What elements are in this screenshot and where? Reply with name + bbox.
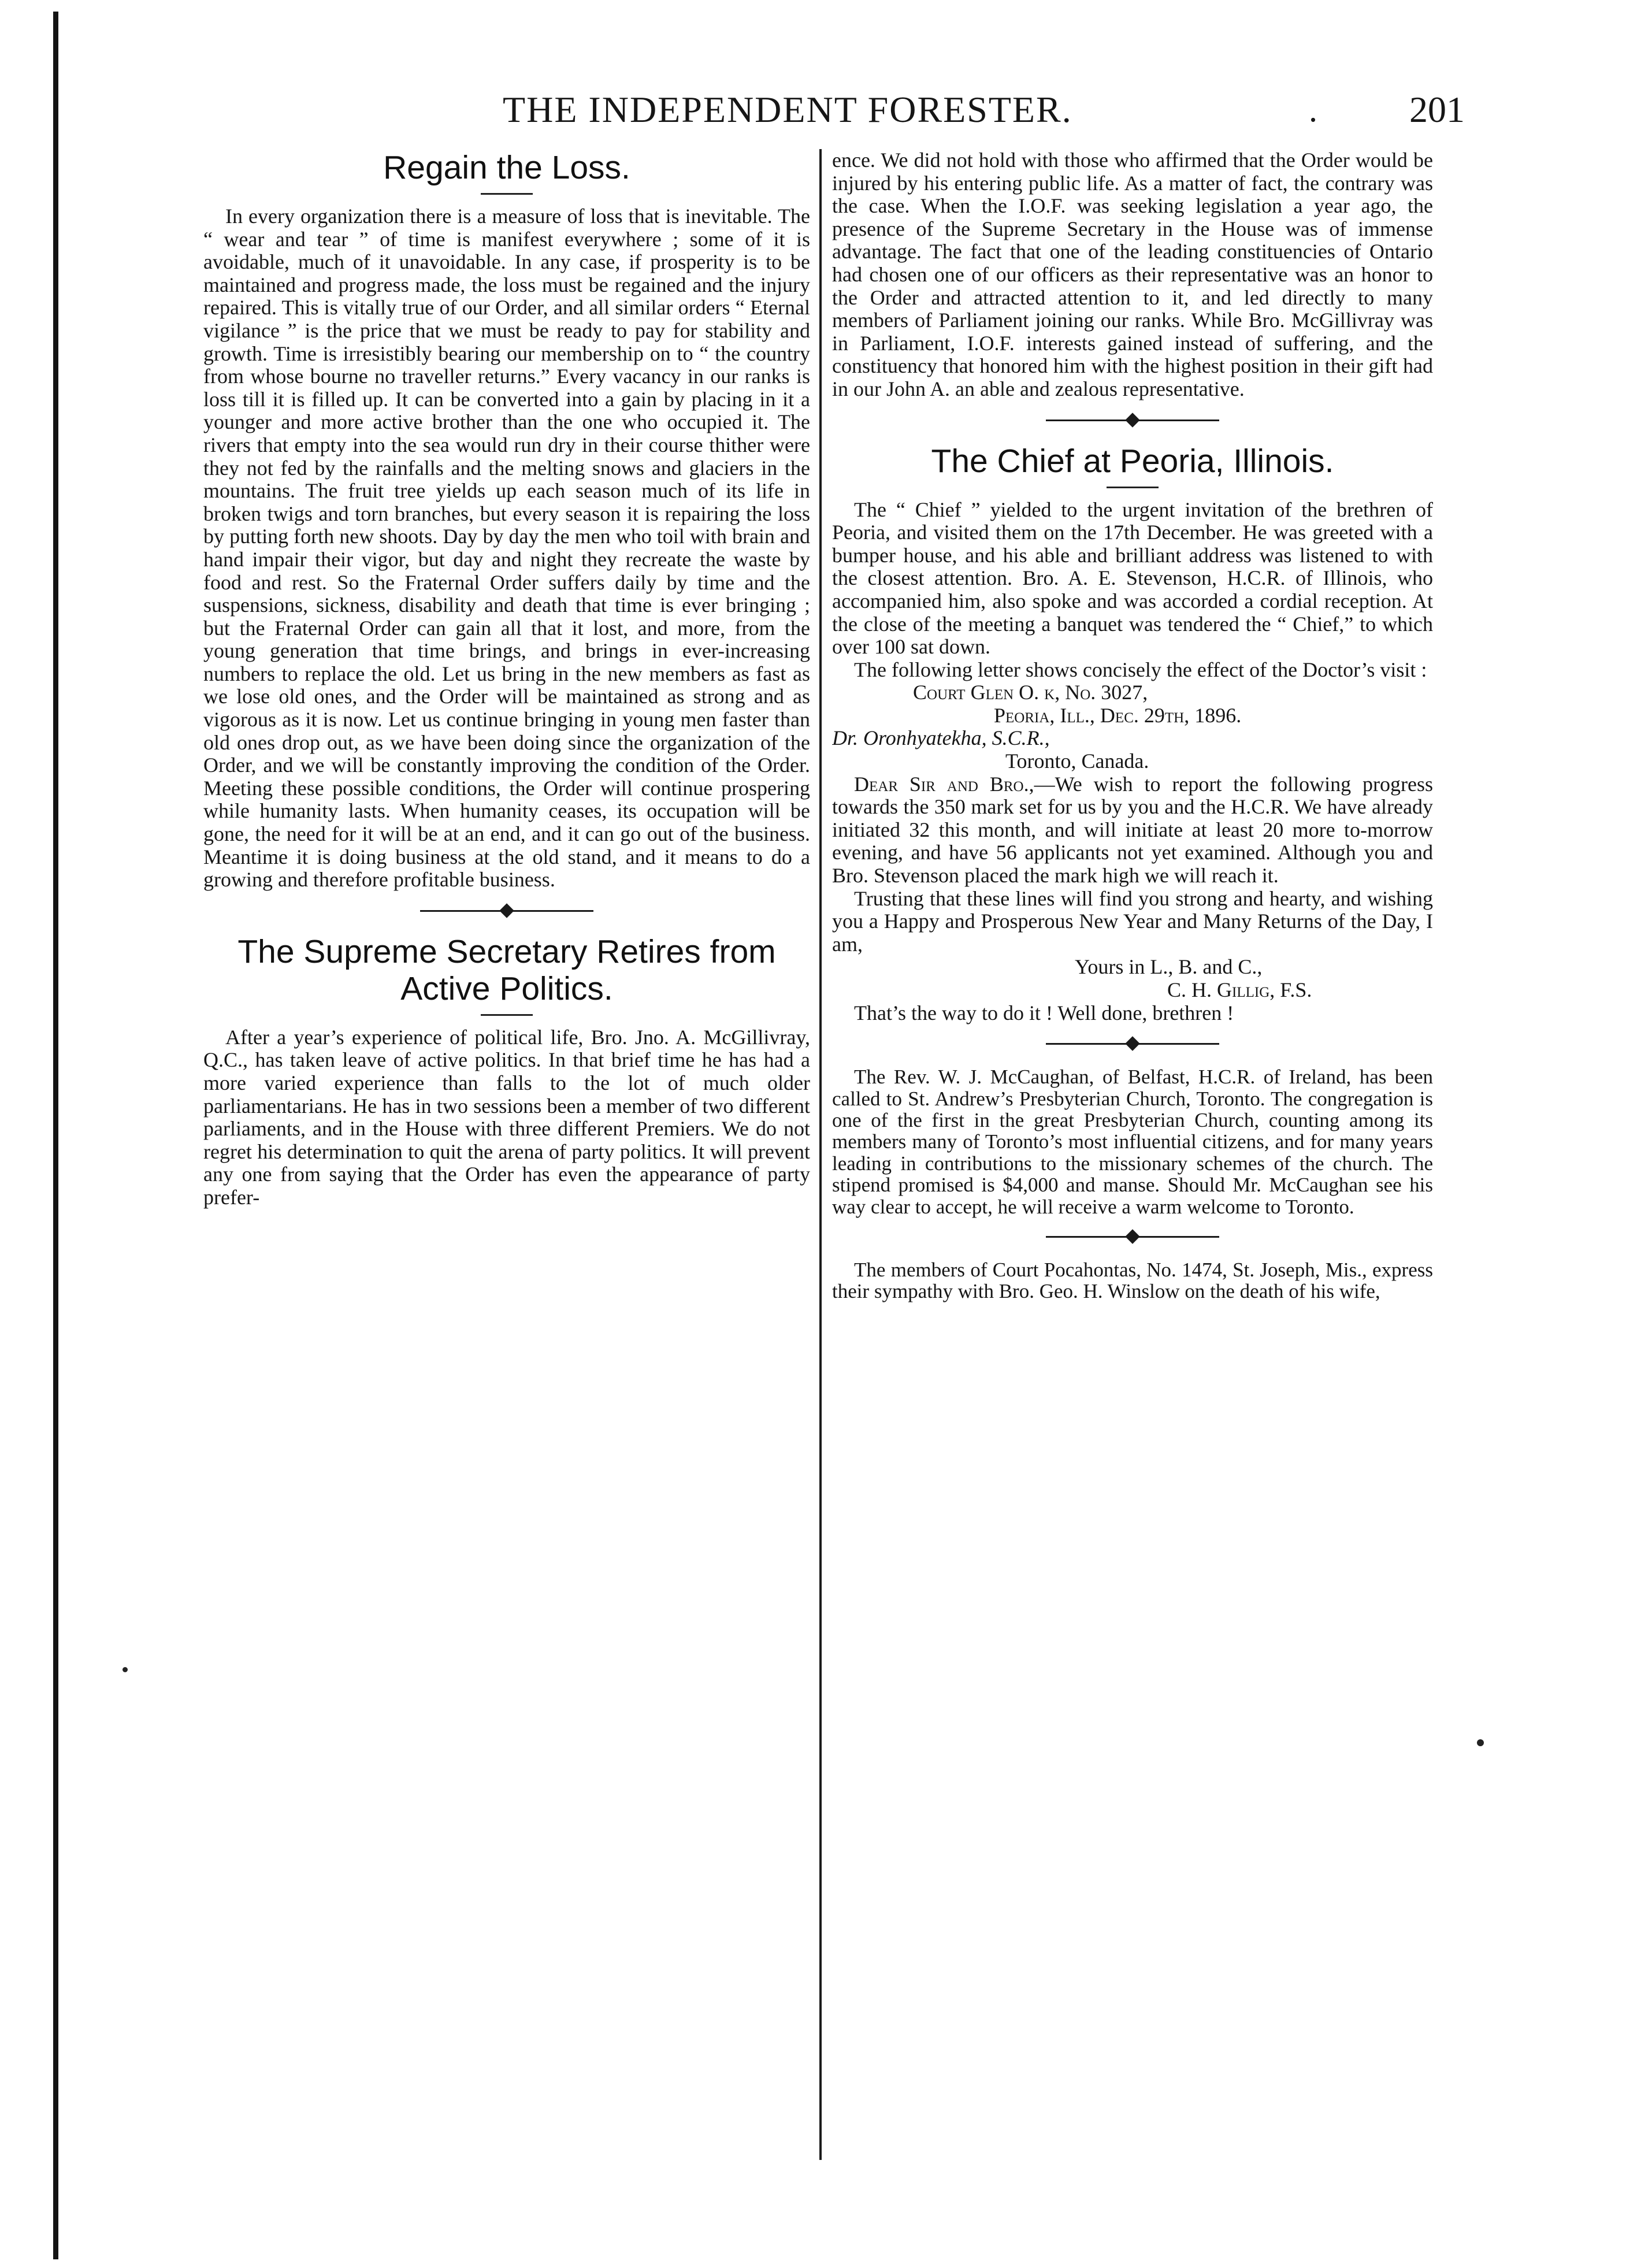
section-ornament-divider — [420, 902, 593, 919]
page-number: 201 — [1409, 89, 1465, 130]
quoted-letter — [832, 681, 1433, 1001]
article-closing-line: That’s the way to do it ! Well done, brethren ! — [854, 1001, 1234, 1025]
letter-body-1-text: —We wish to report the following progress towards the 350 mark set for us by you and the H.C.R. We have already initiated 32 this month, and will initiate at least 20 more to-morrow evening, and have 56 applicants not yet examined. Although you and Bro. Stevenson placed the mark high we will reach it. — [832, 772, 1433, 888]
article-body-supreme-secretary-continued: ence. We did not hold with those who affirmed that the Order would be injured by his entering public life. As a matter of fact, the contrary was the case. When the I.O.F. was seeking legislation a year ago, the presence of the Supreme Secretary in the House was of immense advantage. The fact that one of the leading constituencies of Ontario had chosen one of our officers as their representative was an honor to the Order and attracted attention to it, and led directly to many members of Parliament joining our ranks. While Bro. McGillivray was in Parliament, I.O.F. interests gained instead of suffering, and the constituency that honored him with the highest position in their gift had in our John A. an able and zealous representative. — [832, 149, 1433, 400]
title-rule — [481, 1014, 533, 1016]
letter-signature: C. H. Gillig, F.S. — [1167, 978, 1312, 1001]
title-rule — [481, 193, 533, 195]
left-column — [203, 149, 810, 2174]
news-item-mccaughan — [832, 1066, 1433, 1217]
page-header — [205, 84, 1465, 136]
article-title-regain-the-loss: Regain the Loss. — [383, 149, 630, 186]
letter-body-1 — [832, 773, 1433, 888]
running-title: THE INDEPENDENT FORESTER. — [503, 89, 1072, 130]
margin-speck — [1477, 1739, 1484, 1746]
letter-salutation: Dear Sir and Bro., — [854, 772, 1034, 796]
article-body-chief-at-peoria: The “ Chief ” yielded to the urgent invitation of the brethren of Peoria, and visited them on the 17th December. He was greeted with a bumper house, and his able and brilliant address was listened to with the closest attention. Bro. A. E. Stevenson, H.C.R. of Illinois, who accompanied him, also spoke and was accorded a cordial reception. At the close of the meeting a banquet was tendered the “ Chief,” to which over 100 sat down. — [832, 498, 1433, 659]
article-title-supreme-secretary: The Supreme Secretary Retires from Active Politics. — [237, 933, 776, 1007]
section-ornament-divider — [1046, 1228, 1219, 1245]
article-body-supreme-secretary: After a year’s experience of political life, Bro. Jno. A. McGillivray, Q.C., has taken leave of active politics. In that brief time he has had a more varied experience than falls to the lot of much older parliamentarians. He has in two sessions been a member of two different parliaments, and in the House with three different Premiers. We do not regret his determination to quit the arena of party politics. It will prevent any one from saying that the Order has even the appearance of party prefer- — [203, 1025, 810, 1209]
section-ornament-divider — [1046, 1035, 1219, 1052]
article-body-regain-the-loss: In every organization there is a measure of loss that is inevitable. The “ wear and tear ” of time is manifest everywhere ; some of it is avoidable, much of it unavoidable. In any case, if prosperity is to be maintained and progress made, the loss must be regained and the injury repaired. This is vitally true of our Order, and all similar orders “ Eternal vigilance ” is the price that we must be ready to pay for stability and growth. Time is irresistibly bearing our membership on to “ the country from whose bourne no traveller returns.” Every vacancy in our ranks is loss till it is filled up. It can be converted into a gain by placing in it a younger and more active brother than the one who occupied it. The rivers that empty into the sea would run dry in their course thither were they not fed by the rainfalls and the melting snows and glaciers in the mountains. The fruit tree yields up each season much of its life in broken twigs and torn branches, but every season it is repairing the loss by putting forth new shoots. Day by day the men who toil with brain and hand impair their vigor, but day and night they recreate the waste by food and rest. So the Fraternal Order suffers daily by time and the suspensions, sickness, disability and death that time is ever bringing ; but the Fraternal Order can gain all that it lost, and more, from the young generation that time brings, and brings in ever-increasing numbers to replace the old. Let us bring in the new members as fast as we lose old ones, and the Order will be maintained as strong and as vigorous as it is now. Let us continue bringing in young men faster than old ones drop out, as we have been doing since the organization of the Order, and we will be constantly improving the condition of the Order. Meeting these possible conditions, the Order will continue prospering while humanity lasts. When humanity ceases, its occupation will be gone, the need for it will be at an end, and it can go out of the business. Meantime it is doing business at the old stand, and it means to do a growing and therefore profitable business. — [203, 205, 810, 892]
letter-body-2: Trusting that these lines will find you strong and hearty, and wishing you a Happy and Prosperous New Year and Many Returns of the Day, I am, — [832, 886, 1433, 956]
header-dot: . — [1309, 91, 1317, 129]
letter-intro: The following letter shows concisely the effect of the Doctor’s visit : — [854, 658, 1427, 681]
letter-address-line-2: Peoria, Ill., Dec. 29th, 1896. — [994, 703, 1242, 727]
news-item-pocahontas — [832, 1259, 1433, 1302]
column-divider-rule — [819, 149, 822, 2160]
binding-edge-rule — [53, 12, 58, 2259]
section-ornament-divider — [1046, 411, 1219, 429]
news-item-mccaughan-text: The Rev. W. J. McCaughan, of Belfast, H.C.R. of Ireland, has been called to St. Andrew’s Presbyterian Church, Toronto. The congregation is one of the first in the great Presbyterian Church, counting among its members many of Toronto’s most influential citizens, and for many years leading in contributions to the missionary schemes of the church. The stipend promised is $4,000 and manse. Should Mr. McCaughan see his way clear to accept, he will receive a warm welcome to Toronto. — [832, 1066, 1433, 1218]
letter-recipient-city: Toronto, Canada. — [1005, 749, 1149, 773]
right-column — [832, 149, 1433, 2174]
letter-address-line-1: Court Glen O. k, No. 3027, — [913, 681, 1148, 704]
news-item-pocahontas-text: The members of Court Pocahontas, No. 1474, St. Joseph, Mis., express their sympathy with Bro. Geo. H. Winslow on the death of his wife, — [832, 1259, 1433, 1303]
article-title-chief-at-peoria: The Chief at Peoria, Illinois. — [931, 442, 1334, 480]
margin-speck — [122, 1667, 128, 1672]
title-rule — [1107, 487, 1159, 488]
letter-recipient: Dr. Oronhyatekha, S.C.R., — [832, 726, 1050, 750]
letter-closing: Yours in L., B. and C., — [1075, 955, 1263, 979]
